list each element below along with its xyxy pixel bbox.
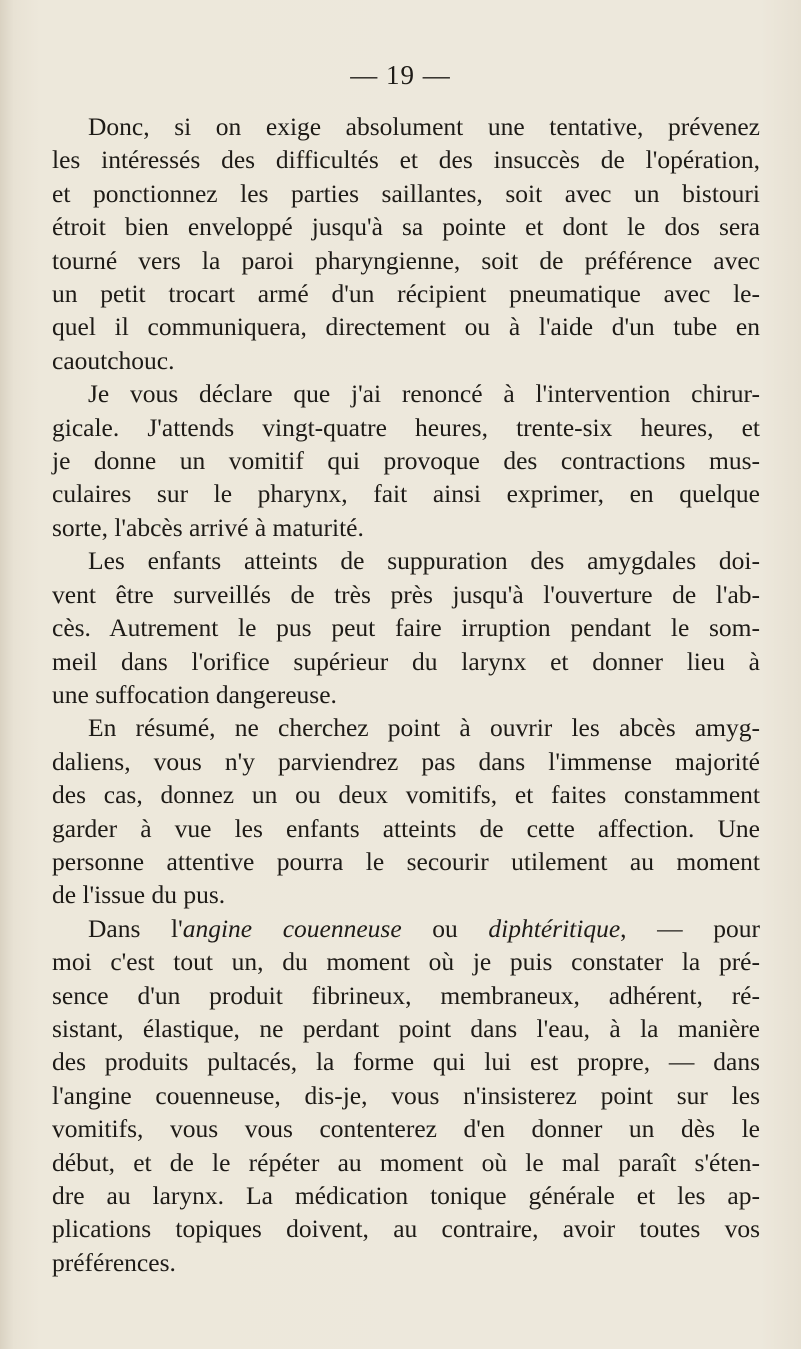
text-line: un petit trocart armé d'un récipient pneumatique avec le- [52,279,760,309]
text-line: Donc, si on exige absolument une tentative, prévenez [88,112,760,141]
text-line-with-italics [52,912,760,945]
paragraph-4 [52,711,760,911]
text-line: En résumé, ne cherchez point à ouvrir les abcès amyg- [88,713,760,743]
text-line: dre au larynx. La médication tonique générale et les ap- [52,1181,760,1210]
text-line: Les enfants atteints de suppuration des amygdales doi- [88,546,760,576]
italic-term: angine couenneuse [182,913,402,943]
text-line: vomitifs, vous vous contenterez d'en donner un dès le [52,1114,760,1144]
text-line: cès. Autrement le pus peut faire irruption pendant le som- [52,613,760,643]
text-line: des produits pultacés, la forme qui lui est propre, — dans [52,1047,760,1077]
text-line: de l'issue du pus. [52,880,226,910]
text-line: daliens, vous n'y parviendrez pas dans l'immense majorité [52,746,760,776]
text-line: et ponctionnez les parties saillantes, soit avec un bistouri [52,178,760,208]
text-fragment: , — pour [620,913,760,943]
text-line: culaires sur le pharynx, fait ainsi exprimer, en quelque [52,479,760,509]
text-line: des cas, donnez un ou deux vomitifs, et faites constamment [52,780,760,810]
text-line: Je vous déclare que j'ai renoncé à l'intervention chirur- [88,379,760,409]
text-line: sorte, l'abcès arrivé à maturité. [52,512,364,542]
text-line: tourné vers la paroi pharyngienne, soit de préférence avec [52,245,760,275]
text-line: l'angine couenneuse, dis-je, vous n'insisterez point sur les [52,1080,760,1110]
paragraph-3 [52,544,760,711]
text-line: gicale. J'attends vingt-quatre heures, trente-six heures, et [52,412,760,442]
text-line: meil dans l'orifice supérieur du larynx et donner lieu à [52,646,760,676]
body-text [52,110,760,1279]
text-fragment: Dans l' [88,913,183,943]
italic-term: diphtéritique [488,913,621,943]
text-line: les intéressés des difficultés et des insuccès de l'opération, [52,145,760,175]
text-line: une suffocation dangereuse. [52,679,337,709]
text-line: caoutchouc. [52,345,175,375]
text-line: moi c'est tout un, du moment où je puis constater la pré- [52,947,760,977]
text-line: je donne un vomitif qui provoque des contractions mus- [52,446,760,476]
text-line: garder à vue les enfants atteints de cette affection. Une [52,813,760,843]
text-line: quel il communiquera, directement ou à l'aide d'un tube en [52,312,760,342]
page-number-header: — 19 — [350,60,451,90]
text-line: vent être surveillés de très près jusqu'à l'ouverture de l'ab- [52,579,760,609]
text-line: plications topiques doivent, au contraire, avoir toutes vos [52,1214,760,1244]
text-line: sence d'un produit fibrineux, membraneux, adhérent, ré- [52,980,760,1010]
paragraph-5 [52,912,760,1279]
text-line: début, et de le répéter au moment où le mal paraît s'éten- [52,1147,760,1177]
text-line: sistant, élastique, ne perdant point dans l'eau, à la manière [52,1013,760,1043]
paragraph-1 [52,110,760,377]
text-line: personne attentive pourra le secourir utilement au moment [52,846,760,876]
text-fragment: ou [401,913,489,943]
text-line: étroit bien enveloppé jusqu'à sa pointe et dont le dos sera [52,212,760,242]
text-line: préférences. [52,1247,176,1277]
paragraph-2 [52,377,760,544]
